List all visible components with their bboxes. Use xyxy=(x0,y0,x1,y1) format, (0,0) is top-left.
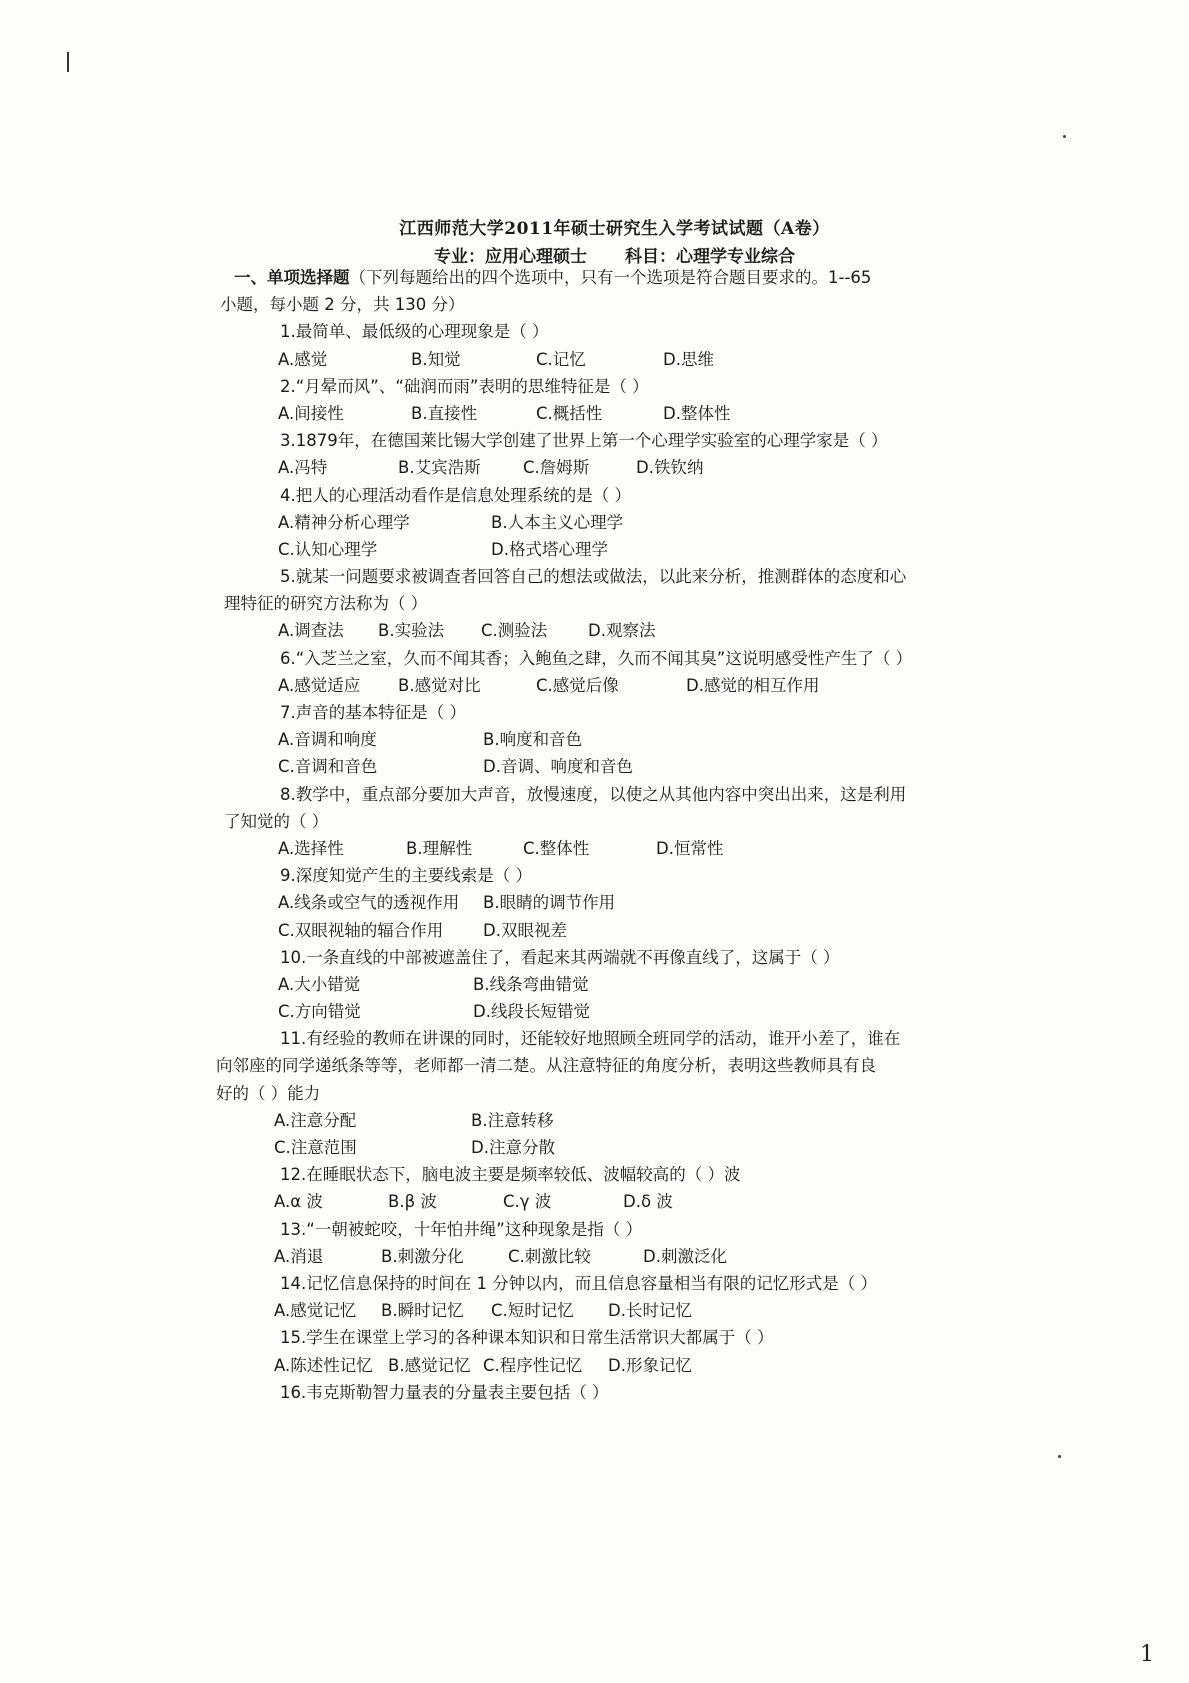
option: B.直接性 xyxy=(411,403,478,423)
option: C.感觉后像 xyxy=(536,675,619,695)
option: A.调查法 xyxy=(278,621,344,641)
option: B.艾宾浩斯 xyxy=(398,458,481,478)
scan-mark xyxy=(67,52,69,72)
option: D.格式塔心理学 xyxy=(491,539,608,559)
option: C.程序性记忆 xyxy=(483,1355,583,1375)
option: A.消退 xyxy=(274,1246,324,1266)
question-options xyxy=(238,536,978,563)
option: B.注意转移 xyxy=(471,1110,554,1130)
question-stem: 11.有经验的教师在讲课的同时，还能较好地照顾全班同学的活动，谁开小差了，谁在 xyxy=(280,1029,901,1049)
question-options xyxy=(238,1107,978,1134)
question-list xyxy=(216,264,978,1406)
question-options xyxy=(238,672,978,699)
option: C.注意范围 xyxy=(274,1138,357,1157)
option: B.β 波 xyxy=(388,1192,437,1212)
option: C.短时记忆 xyxy=(491,1301,574,1321)
option: D.长时记忆 xyxy=(608,1301,692,1321)
option: D.整体性 xyxy=(663,403,731,423)
question-stem-cont: 了知觉的（ ） xyxy=(224,811,329,831)
option: D.思维 xyxy=(663,349,714,369)
option: D.音调、响度和音色 xyxy=(483,757,633,777)
option: B.感觉记忆 xyxy=(388,1355,471,1375)
question-stem: 8.教学中，重点部分要加大声音，放慢速度，以使之从其他内容中突出出来，这是利用 xyxy=(280,784,907,804)
option: C.记忆 xyxy=(536,349,586,369)
question-options xyxy=(238,1188,978,1215)
question-options xyxy=(238,998,978,1025)
question-options xyxy=(238,400,978,427)
option: A.间接性 xyxy=(278,403,344,423)
scan-speck xyxy=(1058,1455,1061,1458)
option: C.方向错觉 xyxy=(278,1002,361,1022)
option: C.概括性 xyxy=(536,403,603,423)
option: D.双眼视差 xyxy=(483,920,567,940)
option: D.铁钦纳 xyxy=(636,458,704,478)
question-options xyxy=(238,726,978,753)
section-header xyxy=(234,264,978,291)
option: A.陈述性记忆 xyxy=(274,1355,373,1375)
option: D.恒常性 xyxy=(656,838,724,858)
question-options xyxy=(238,835,978,862)
question-stem: 16.韦克斯勒智力量表的分量表主要包括（ ） xyxy=(280,1382,609,1402)
option: D.刺激泛化 xyxy=(643,1246,727,1266)
option: B.理解性 xyxy=(406,838,473,858)
option: D.形象记忆 xyxy=(608,1355,692,1375)
question-options xyxy=(238,917,978,944)
option: D.线段长短错觉 xyxy=(473,1002,590,1022)
question-stem: 5.就某一问题要求被调查者回答自己的想法或做法，以此来分析，推测群体的态度和心 xyxy=(280,567,907,587)
question-stem: 3.1879年，在德国莱比锡大学创建了世界上第一个心理学实验室的心理学家是（ ） xyxy=(280,431,888,451)
exam-title: 江西师范大学2011年硕士研究生入学考试试题（A卷） xyxy=(399,219,830,239)
question-options xyxy=(238,1297,978,1324)
option: B.人本主义心理学 xyxy=(491,512,624,532)
option: C.认知心理学 xyxy=(278,539,378,559)
question-stem: 15.学生在课堂上学习的各种课本知识和日常生活常识大都属于（ ） xyxy=(280,1328,774,1348)
option: D.感觉的相互作用 xyxy=(686,675,820,695)
question-options xyxy=(238,1243,978,1270)
option: B.刺激分化 xyxy=(381,1246,464,1266)
scan-speck xyxy=(1063,135,1066,138)
option: A.线条或空气的透视作用 xyxy=(278,893,460,913)
option: C.刺激比较 xyxy=(508,1246,591,1266)
question-options xyxy=(238,509,978,536)
question-stem: 12.在睡眠状态下，脑电波主要是频率较低、波幅较高的（ ）波 xyxy=(280,1165,741,1185)
option: C.γ 波 xyxy=(503,1192,552,1212)
option: A.音调和响度 xyxy=(278,730,377,750)
option: A.大小错觉 xyxy=(278,974,361,994)
subject-label: 科目：心理学专业综合 xyxy=(625,247,795,267)
option: B.瞬时记忆 xyxy=(381,1301,464,1321)
question-stem-cont: 理特征的研究方法称为（ ） xyxy=(224,594,428,614)
question-stem: 14.记忆信息保持的时间在 1 分钟以内，而且信息容量相当有限的记忆形式是（ ） xyxy=(280,1273,877,1293)
option: A.选择性 xyxy=(278,838,344,858)
option: A.冯特 xyxy=(278,458,328,478)
option: D.注意分散 xyxy=(471,1138,555,1157)
question-stem: 13.“一朝被蛇咬，十年怕井绳”这种现象是指（ ） xyxy=(280,1219,643,1239)
option: B.响度和音色 xyxy=(483,730,583,750)
question-stem: 6.“入芝兰之室，久而不闻其香；入鲍鱼之肆，久而不闻其臭”这说明感受性产生了（ ） xyxy=(280,648,913,668)
option: B.眼睛的调节作用 xyxy=(483,893,616,913)
option: B.知觉 xyxy=(411,349,461,369)
option: D.δ 波 xyxy=(623,1192,673,1212)
question-stem: 9.深度知觉产生的主要线索是（ ） xyxy=(280,866,532,886)
option: C.詹姆斯 xyxy=(523,458,590,478)
option: A.感觉 xyxy=(278,349,328,369)
question-options xyxy=(238,617,978,644)
option: A.α 波 xyxy=(274,1192,323,1212)
question-stem-cont: 好的（ ）能力 xyxy=(216,1083,321,1103)
question-stem-cont: 向邻座的同学递纸条等等，老师都一清二楚。从注意特征的角度分析，表明这些教师具有良 xyxy=(216,1056,876,1076)
question-stem: 4.把人的心理活动看作是信息处理系统的是（ ） xyxy=(280,485,631,505)
option: C.整体性 xyxy=(523,838,590,858)
option: B.线条弯曲错觉 xyxy=(473,974,589,994)
question-options xyxy=(238,971,978,998)
question-stem: 10.一条直线的中部被遮盖住了，看起来其两端就不再像直线了，这属于（ ） xyxy=(280,947,840,967)
section-instructions: （下列每题给出的四个选项中，只有一个选项是符合题目要求的。1--65 xyxy=(349,268,872,287)
option: B.实验法 xyxy=(378,621,445,641)
section-instructions-cont: 小题，每小题 2 分，共 130 分） xyxy=(220,295,465,315)
option: C.音调和音色 xyxy=(278,757,378,777)
option: B.感觉对比 xyxy=(398,675,481,695)
option: A.感觉适应 xyxy=(278,675,361,695)
option: A.感觉记忆 xyxy=(274,1301,357,1321)
major-label: 专业：应用心理硕士 xyxy=(434,247,587,267)
option: C.测验法 xyxy=(481,621,548,641)
option: D.观察法 xyxy=(588,621,656,641)
question-options xyxy=(238,1134,978,1161)
question-options xyxy=(238,454,978,481)
option: C.双眼视轴的辐合作用 xyxy=(278,920,444,940)
question-stem: 2.“月晕而风”、“础润而雨”表明的思维特征是（ ） xyxy=(280,376,649,396)
section-heading: 一、单项选择题 xyxy=(234,268,350,287)
question-options xyxy=(238,346,978,373)
option: A.注意分配 xyxy=(274,1110,357,1130)
page-number: 1 xyxy=(1140,1642,1154,1667)
question-options xyxy=(238,753,978,780)
option: A.精神分析心理学 xyxy=(278,512,410,532)
question-stem: 1.最简单、最低级的心理现象是（ ） xyxy=(280,322,549,342)
question-stem: 7.声音的基本特征是（ ） xyxy=(280,703,466,722)
question-options xyxy=(238,1352,978,1379)
question-options xyxy=(238,889,978,916)
